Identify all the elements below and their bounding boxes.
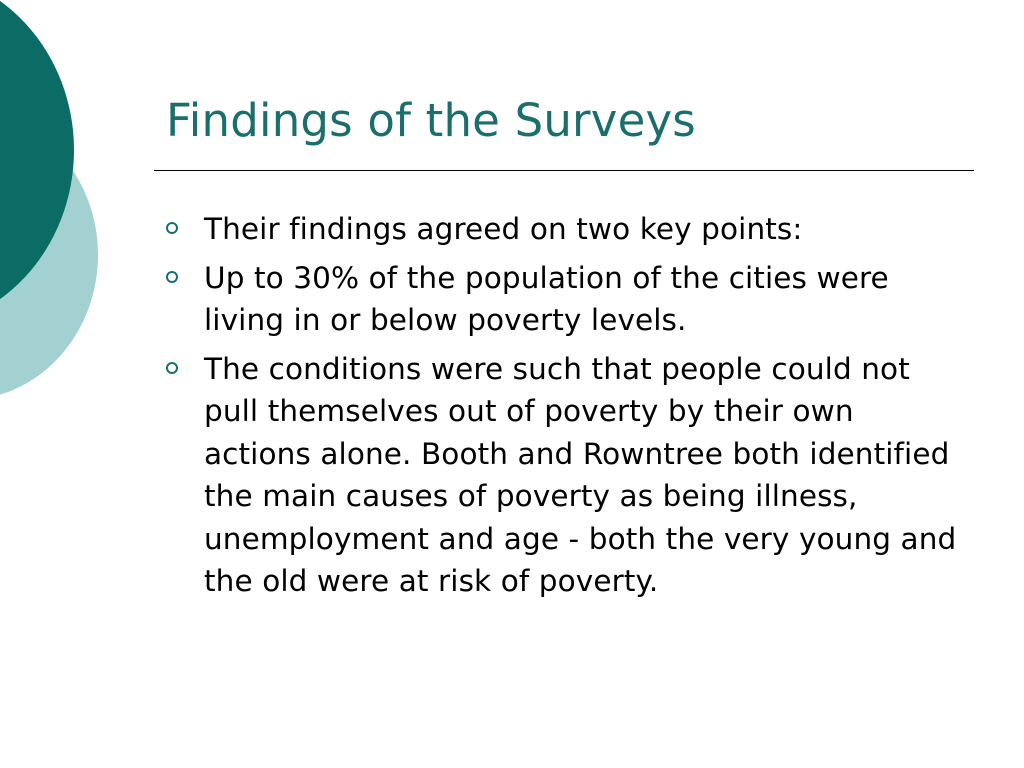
bullet-text: The conditions were such that people could not pull themselves out of poverty by their own actions alone. Booth and Rowntree both identified the main causes of poverty as being illness, unemployment and age - both the very young and the old were at risk of poverty. <box>204 351 957 598</box>
title-divider <box>154 170 974 171</box>
hollow-circle-icon <box>166 222 178 234</box>
slide-title: Findings of the Surveys <box>166 94 696 147</box>
bullet-list <box>160 208 960 609</box>
hollow-circle-icon <box>166 271 178 283</box>
bullet-text: Their findings agreed on two key points: <box>204 212 803 246</box>
bullet-text: Up to 30% of the population of the cities were living in or below poverty levels. <box>204 260 889 337</box>
bullet-item <box>160 257 960 342</box>
hollow-circle-icon <box>166 362 178 374</box>
bullet-item <box>160 348 960 603</box>
bullet-item <box>160 208 960 251</box>
